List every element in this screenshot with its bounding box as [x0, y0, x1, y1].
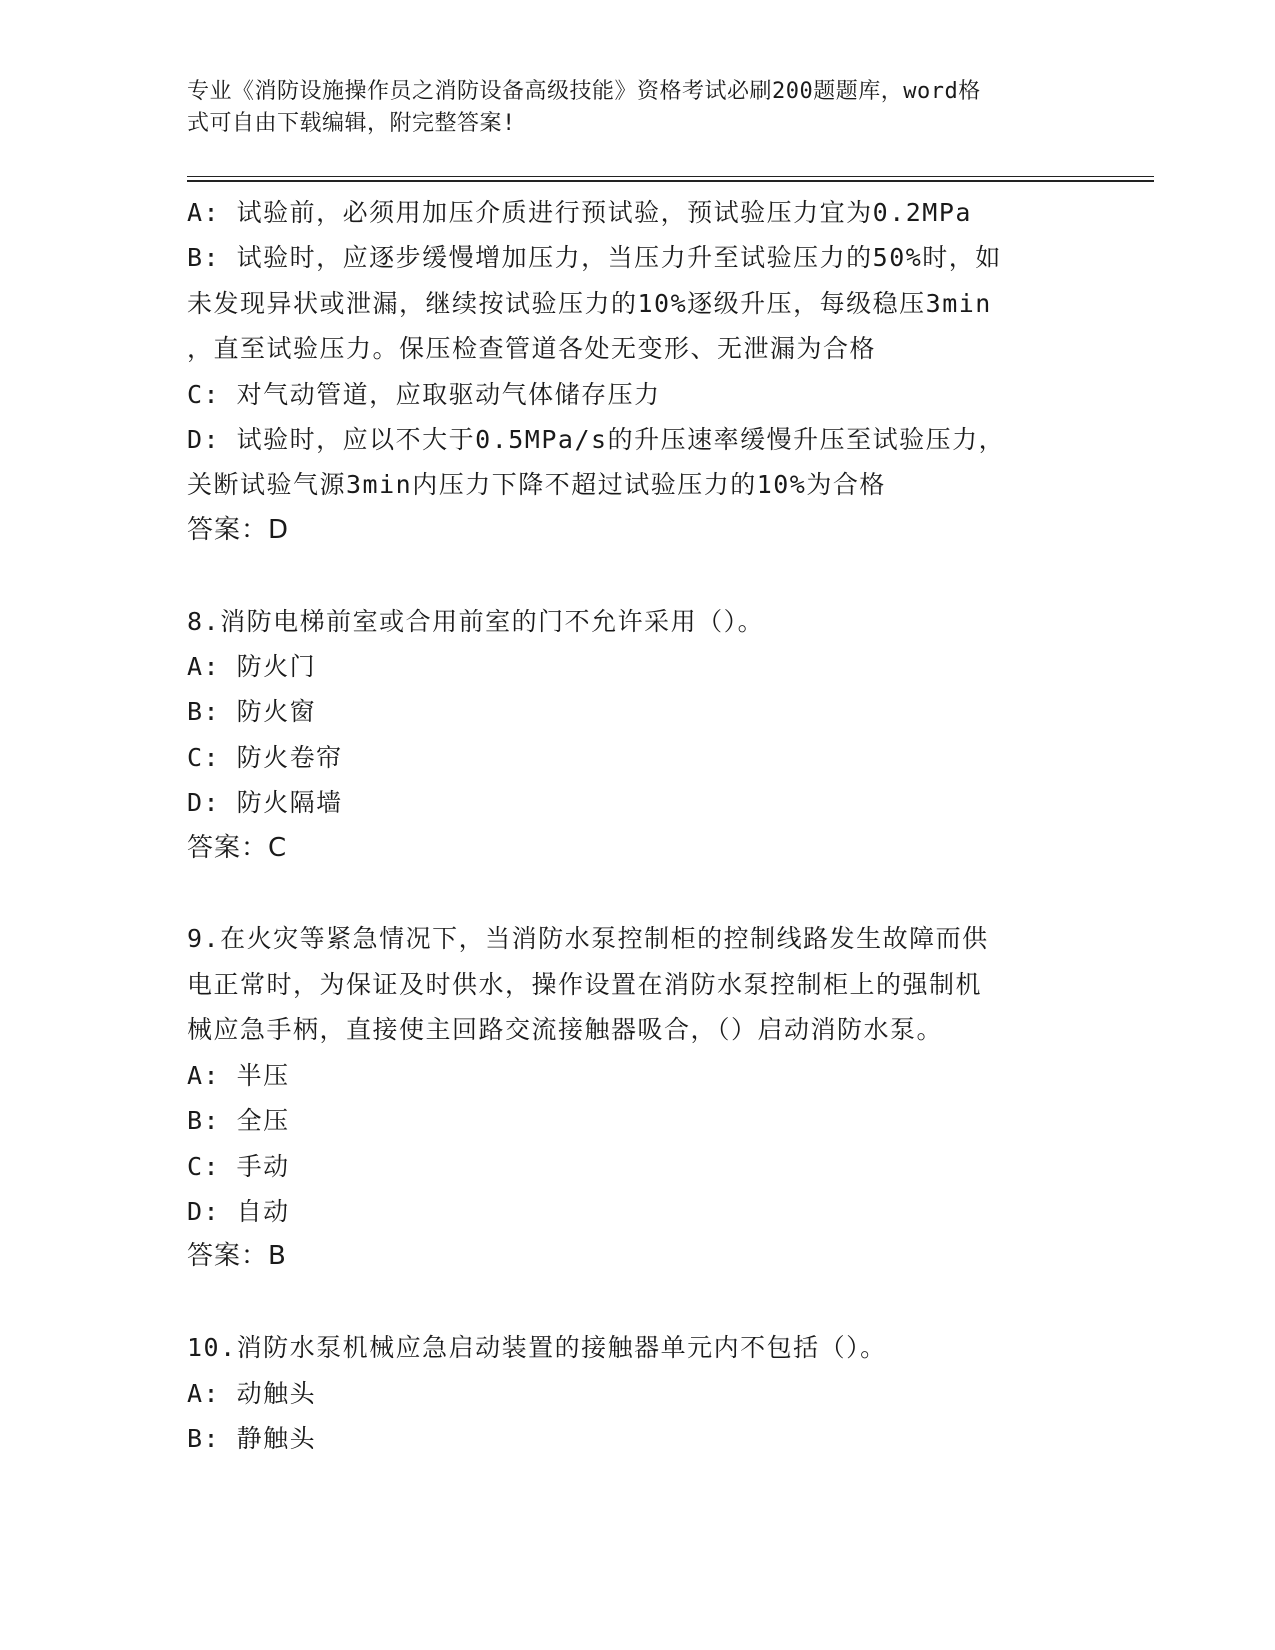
q7-option-d-line-1: D: 试验时，应以不大于0.5MPa/s的升压速率缓慢升压至试验压力，	[187, 425, 1006, 455]
question-list	[187, 190, 1067, 1461]
header-line-2: 式可自由下载编辑，附完整答案!	[187, 111, 516, 136]
q9-question-line-3: 械应急手柄，直接使主回路交流接触器吸合，（）启动消防水泵。	[187, 1015, 944, 1045]
q7-option-d-line-2: 关断试验气源3min内压力下降不超过试验压力的10%为合格	[187, 470, 886, 500]
q10-question: 10.消防水泵机械应急启动装置的接触器单元内不包括（）。	[187, 1333, 887, 1363]
q10-option-a: A: 动触头	[187, 1378, 317, 1408]
document-header	[187, 76, 1067, 140]
q9-answer: 答案：B	[187, 1241, 287, 1272]
q8-answer: 答案：C	[187, 832, 288, 863]
q9-option-c: C: 手动	[187, 1151, 290, 1181]
q8-question: 8.消防电梯前室或合用前室的门不允许采用（）。	[187, 606, 765, 636]
q7-answer: 答案：D	[187, 514, 290, 545]
q10-option-b: B: 静触头	[187, 1423, 317, 1453]
q8-option-a: A: 防火门	[187, 652, 317, 682]
q7-option-b-line-3: ，直至试验压力。保压检查管道各处无变形、无泄漏为合格	[187, 334, 877, 364]
q9-option-d: D: 自动	[187, 1196, 290, 1226]
q9-question-line-2: 电正常时，为保证及时供水，操作设置在消防水泵控制柜上的强制机	[187, 969, 983, 999]
q8-option-b: B: 防火窗	[187, 697, 317, 727]
q8-option-d: D: 防火隔墙	[187, 788, 343, 818]
question-8-block	[187, 599, 1067, 871]
header-divider-thin	[187, 176, 1154, 177]
q9-option-b: B: 全压	[187, 1106, 290, 1136]
question-9-block	[187, 916, 1067, 1279]
question-10-block	[187, 1325, 1067, 1461]
question-7-block	[187, 190, 1067, 553]
q8-option-c: C: 防火卷帘	[187, 742, 343, 772]
header-divider-thick	[187, 180, 1154, 182]
header-line-1: 专业《消防设施操作员之消防设备高级技能》资格考试必刷200题题库，word格	[187, 79, 981, 104]
q9-question-line-1: 9.在火灾等紧急情况下，当消防水泵控制柜的控制线路发生故障而供	[187, 924, 989, 954]
q7-option-a: A: 试验前，必须用加压介质进行预试验，预试验压力宜为0.2MPa	[187, 198, 972, 227]
q7-option-b-line-1: B: 试验时，应逐步缓慢增加压力，当压力升至试验压力的50%时，如	[187, 243, 1002, 273]
q7-option-c: C: 对气动管道，应取驱动气体储存压力	[187, 379, 661, 409]
q9-option-a: A: 半压	[187, 1060, 290, 1090]
q7-option-b-line-2: 未发现异状或泄漏，继续按试验压力的10%逐级升压，每级稳压3min	[187, 288, 992, 318]
